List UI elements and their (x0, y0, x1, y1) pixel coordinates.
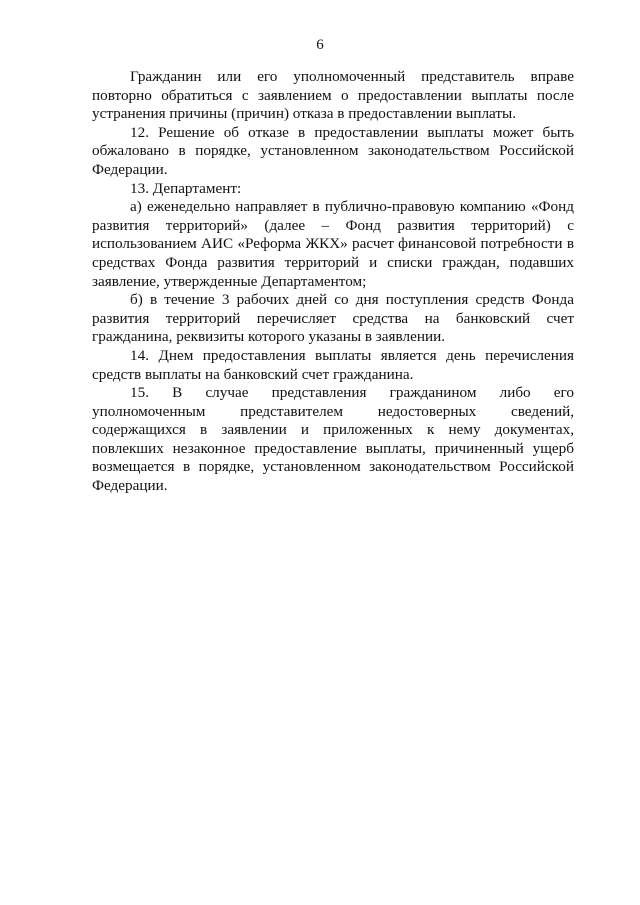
paragraph-reapply-right: Гражданин или его уполномоченный представитель вправе повторно обратиться с заявлением о предоставлении выплаты после устранения причины (причин) отказа в предоставлении выплаты. (92, 68, 574, 123)
paragraph-13b-transfer: б) в течение 3 рабочих дней со дня поступления средств Фонда развития территорий перечисляет средства на банковский счет гражданина, реквизиты которого указаны в заявлении. (92, 291, 574, 346)
paragraph-15-liability: 15. В случае представления гражданином либо его уполномоченным представителем недостоверных сведений, содержащихся в заявлении и приложенных к нему документах, повлекших незаконное предоставление выплаты, причиненный ущерб возмещается в порядке, установленном законодательством Российской Федерации. (92, 384, 574, 495)
paragraph-14-payment-day: 14. Днем предоставления выплаты является день перечисления средств выплаты на банковский счет гражданина. (92, 346, 574, 383)
paragraph-13a-weekly-report: а) еженедельно направляет в публично-правовую компанию «Фонд развития территорий» (далее – Фонд развития территорий) с использованием АИС «Реформа ЖКХ» расчет финансовой потребности в средствах Фонда развития территорий и списки граждан, подавших заявление, утвержденные Департаментом; (92, 198, 574, 290)
paragraph-12-appeal: 12. Решение об отказе в предоставлении выплаты может быть обжаловано в порядке, установленном законодательством Российской Федерации. (92, 123, 574, 178)
page-number: 6 (316, 37, 324, 53)
paragraph-13-department: 13. Департамент: (130, 179, 242, 197)
document-body (92, 68, 574, 496)
